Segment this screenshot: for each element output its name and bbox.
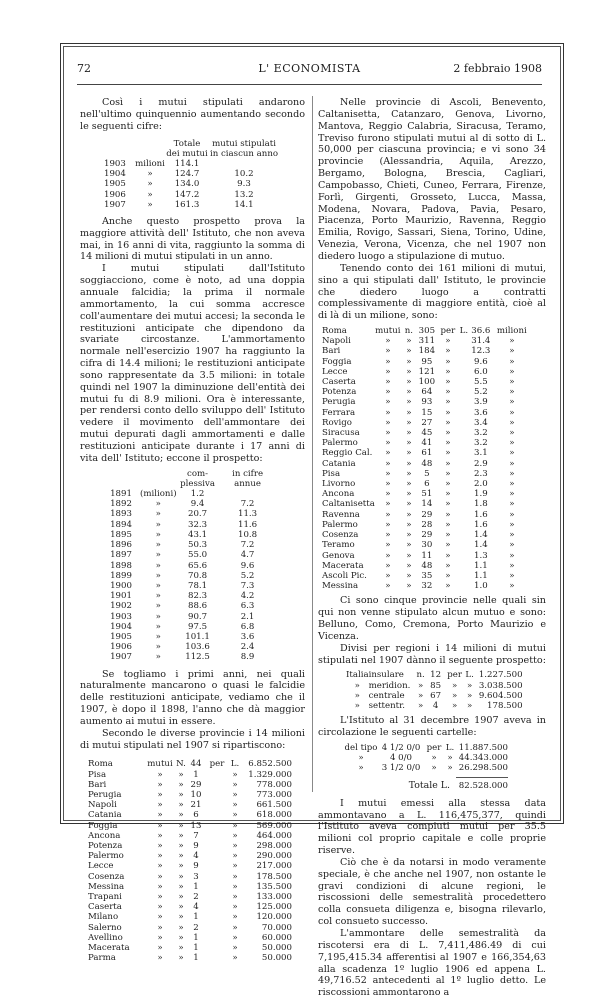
table-row: Siracusa » » 45 » 3.2 » bbox=[322, 428, 515, 439]
table-row: » settentr. » 4 » » 178.500 bbox=[354, 700, 523, 711]
paragraph: I mutui emessi alla stessa data ammontavano a L. 116,475,377, quindi l'Istituto aveva compiuti mutui per 35.5 milioni col proprio capitale e colle proprie riserve. bbox=[318, 797, 546, 857]
paragraph: Nelle provincie di Ascoli, Benevento, Caltanisetta, Catanzaro, Genova, Livorno, Mantova, Reggio Calabria, Siracusa, Teramo, Treviso furono stipulati mutui al di sotto di L. 50,000 per ciascuna provincia; e vi sono 34 provincie (Alessandria, Aquila, Arezzo, Bergamo, Bologna, Brescia, Cagliari, Campobasso, Chieti, Cuneo, Ferrara, Firenze, Forlì, Girgenti, Grosseto, Lucca, Massa, Modena, Novara, Padova, Pavia, Pesaro, Piacenza, Porto Maurizio, Ravenna, Reggio Emilia, Rovigo, Sassari, Siena, Torino, Udine, Venezia, Verona, Vicenza, che nel 1907 non diedero luogo a stipulazione di mutuo. bbox=[318, 97, 546, 262]
table-provinces-1907 bbox=[88, 759, 292, 963]
paragraph: Ci sono cinque provincie nelle quali sin qui non venne stipulato alcun mutuo e sono: Belluno, Como, Cremona, Porto Maurizio e Vicenza. bbox=[318, 595, 546, 642]
table-row: Bari » » 184 » 12.3 » bbox=[322, 346, 515, 357]
issue-date: 2 febbraio 1908 bbox=[453, 62, 542, 75]
table-row: Cosenza » » 29 » 1.4 » bbox=[322, 530, 515, 541]
table-row: Caserta » » 100 » 5.5 » bbox=[322, 377, 515, 388]
table-row: Lecce » » 9 » 217.000 bbox=[88, 861, 292, 872]
table-row: Livorno » » 6 » 2.0 » bbox=[322, 479, 515, 490]
table-row: Trapani » » 2 » 133.000 bbox=[88, 892, 292, 903]
table-row: 1905 » 134.0 9.3 bbox=[104, 179, 251, 190]
table-row: Pisa » » 1 » 1.329.000 bbox=[88, 769, 292, 780]
table-row: Bari » » 29 » 778.000 bbox=[88, 779, 292, 790]
table-row: Napoli » » 21 » 661.500 bbox=[88, 800, 292, 811]
table-row: 1902 » 88.6 6.3 bbox=[110, 601, 255, 612]
table-row: Macerata » » 1 » 50.000 bbox=[88, 943, 292, 954]
table-row: Messina » » 32 » 1.0 » bbox=[322, 581, 515, 592]
table-row: 1895 » 43.1 10.8 bbox=[110, 529, 258, 540]
table-yearly-totals bbox=[104, 139, 280, 210]
table-row: 1905 » 101.1 3.6 bbox=[110, 631, 255, 642]
table-row: Ancona » » 7 » 464.000 bbox=[88, 830, 292, 841]
table-row: 1903 milioni 114.1 bbox=[104, 158, 200, 169]
table-row: 1907 » 161.3 14.1 bbox=[104, 199, 254, 210]
paragraph: Così i mutui stipulati andarono nell'ultimo quinquennio aumentando secondo le seguenti cifre: bbox=[80, 97, 305, 132]
table-row: Salerno » » 2 » 70.000 bbox=[88, 922, 292, 933]
table-header-row: Totale mutui stipulati bbox=[173, 138, 276, 149]
table-row: Rovigo » » 27 » 3.4 » bbox=[322, 417, 515, 428]
column-divider bbox=[312, 96, 313, 792]
table-row: 1904 » 124.7 10.2 bbox=[104, 169, 254, 180]
table-row: 1907 » 112.5 8.9 bbox=[110, 652, 255, 663]
table-row: 1906 » 147.2 13.2 bbox=[104, 189, 254, 200]
table-row: Palermo » » 41 » 3.2 » bbox=[322, 438, 515, 449]
table-row: Potenza » » 9 » 298.000 bbox=[88, 841, 292, 852]
table-row: Ascoli Pic. » » 35 » 1.1 » bbox=[322, 570, 515, 581]
table-header-row: dei mutui in ciascun anno bbox=[166, 148, 279, 159]
table-bonds bbox=[344, 743, 508, 792]
table-row: 1891 (milioni) 1.2 bbox=[110, 489, 205, 500]
table-row: Ravenna » » 29 » 1.6 » bbox=[322, 509, 515, 520]
table-row: Caltanisetta » » 14 » 1.8 » bbox=[322, 499, 515, 510]
table-row: Avellino » » 1 » 60.000 bbox=[88, 932, 292, 943]
paragraph: L'Istituto al 31 decembre 1907 aveva in circolazione le seguenti cartelle: bbox=[318, 715, 546, 739]
table-row: Palermo » » 28 » 1.6 » bbox=[322, 519, 515, 530]
paragraph: L'ammontare delle semestralità da riscotersi era di L. 7,411,486.49 di cui 7,195,415.34 afferentisi al 1907 e 166,354,63 alla scadenza 1º luglio 1906 ed appena L. 49,716.52 antecedenti al 1º luglio detto. Le riscossioni ammontarono a bbox=[318, 927, 546, 999]
left-column bbox=[80, 97, 305, 964]
paragraph: Divisi per regioni i 14 milioni di mutui stipulati nel 1907 dànno il seguente prospetto: bbox=[318, 642, 546, 666]
page-number: 72 bbox=[77, 62, 91, 75]
table-row: 1893 » 20.7 11.3 bbox=[110, 509, 258, 520]
table-row: Genova » » 11 » 1.3 » bbox=[322, 550, 515, 561]
table-row: Teramo » » 30 » 1.4 » bbox=[322, 540, 515, 551]
table-row: Roma mutui n. 305 per L. 36.6 milioni bbox=[322, 326, 527, 337]
table-row: Messina » » 1 » 135.500 bbox=[88, 881, 292, 892]
header-rule bbox=[77, 84, 542, 85]
table-row: » meridion. » 85 » » 3.038.500 bbox=[354, 680, 523, 691]
table-row: Lecce » » 121 » 6.0 » bbox=[322, 366, 515, 377]
table-header-row: com- in cifre bbox=[187, 468, 264, 479]
table-row: Catania » » 6 » 618.000 bbox=[88, 810, 292, 821]
table-row: 1894 » 32.3 11.6 bbox=[110, 519, 258, 530]
running-header bbox=[77, 62, 542, 78]
paragraph: Secondo le diverse provincie i 14 milioni di mutui stipulati nel 1907 si ripartiscono: bbox=[80, 727, 305, 751]
table-row: Foggia » » 95 » 9.6 » bbox=[322, 356, 515, 367]
table-row: Potenza » » 64 » 5.2 » bbox=[322, 387, 515, 398]
table-provinces-cumulative bbox=[322, 326, 531, 591]
paragraph: Se togliamo i primi anni, nei quali naturalmente mancarono o quasi le falcidie delle restituzioni anticipate, vediamo che il 1907, è dopo il 1898, l'anno che dà maggior aumento ai mutui in essere. bbox=[80, 668, 305, 727]
table-row: Parma » » 1 » 50.000 bbox=[88, 953, 292, 964]
table-row: 1900 » 78.1 7.3 bbox=[110, 580, 255, 591]
journal-title: L' ECONOMISTA bbox=[258, 62, 361, 75]
table-row: » 3 1/2 0/0 » » 26.298.500 bbox=[358, 763, 508, 774]
table-regions bbox=[346, 670, 523, 711]
table-row: Milano » » 1 » 120.000 bbox=[88, 912, 292, 923]
paragraph: Tenendo conto dei 161 milioni di mutui, sino a qui stipulati dall' Istituto, le provincie che diedero luogo a contratti complessivamente di maggiore entità, cioè al di là di un milione, sono: bbox=[318, 262, 546, 322]
table-header-row: plessiva annue bbox=[180, 478, 261, 489]
table-row: 1899 » 70.8 5.2 bbox=[110, 570, 255, 581]
table-row: Ancona » » 51 » 1.9 » bbox=[322, 489, 515, 500]
table-row: 1904 » 97.5 6.8 bbox=[110, 621, 255, 632]
table-cumulative bbox=[102, 469, 277, 663]
right-column bbox=[318, 97, 546, 999]
table-row: Caserta » » 4 » 125.000 bbox=[88, 902, 292, 913]
total-row: Totale L. 82.528.000 bbox=[408, 780, 508, 792]
table-row: Italia insulare n. 12 per L. 1.227.500 bbox=[346, 670, 523, 681]
table-row: Perugia » » 93 » 3.9 » bbox=[322, 397, 515, 408]
table-row: Napoli » » 311 » 31.4 » bbox=[322, 336, 515, 347]
table-row: 1906 » 103.6 2.4 bbox=[110, 642, 255, 653]
table-row: » centrale » 67 » » 9.604.500 bbox=[354, 690, 523, 701]
paragraph: I mutui stipulati dall'Istituto soggiacciono, come è noto, ad una doppia annuale falcidia; la prima il normale ammortamento, la cui somma accresce coll'aumentare dei mutui accesi; la seconda le restituzioni anticipate che dipendono da svariate circostanze. L'ammortamento normale nell'esercizio 1907 ha raggiunto la cifra di 14.4 milioni; le restituzioni anticipate sono rappresentate da 3.5 milioni: in totale quindi nel 1907 la diminuzione dell'entità dei mutui fu di 8.9 milioni. Ora è interessante, per rendersi conto dello sviluppo dell' Istituto vedere il movimento dell'ammontare dei mutui depurati dagli ammortamenti e dalle restituzioni anticipate durante i 17 anni di vita dell' Istituto; eccone il prospetto: bbox=[80, 263, 305, 464]
table-row: Cosenza » » 3 » 178.500 bbox=[88, 871, 292, 882]
table-row: Ferrara » » 15 » 3.6 » bbox=[322, 407, 515, 418]
table-row: Catania » » 48 » 2.9 » bbox=[322, 458, 515, 469]
table-row: Roma mutui N. 44 per L. 6.852.500 bbox=[88, 759, 292, 770]
table-row: Macerata » » 48 » 1.1 » bbox=[322, 560, 515, 571]
table-row: 1903 » 90.7 2.1 bbox=[110, 611, 255, 622]
table-row: Palermo » » 4 » 290.000 bbox=[88, 851, 292, 862]
table-row: Foggia » » 13 » 569.000 bbox=[88, 820, 292, 831]
paragraph: Ciò che è da notarsi in modo veramente speciale, è che anche nel 1907, non ostante le gravi condizioni di alcune regioni, le riscossioni delle semestralità procedettero colla consueta diligenza e, bisogna rilevarlo, col consueto successo. bbox=[318, 856, 546, 928]
table-row: Perugia » » 10 » 773.000 bbox=[88, 790, 292, 801]
paragraph: Anche questo prospetto prova la maggiore attività dell' Istituto, che non aveva mai, in 16 anni di vita, raggiunto la somma di 14 milioni di mutui stipulati in un anno. bbox=[80, 215, 305, 263]
table-row: 1898 » 65.6 9.6 bbox=[110, 560, 255, 571]
table-row: 1897 » 55.0 4.7 bbox=[110, 550, 255, 561]
table-row: 1896 » 50.3 7.2 bbox=[110, 540, 255, 551]
table-row: Reggio Cal. » » 61 » 3.1 » bbox=[322, 448, 515, 459]
table-row: 1892 » 9.4 7.2 bbox=[110, 499, 255, 510]
table-row: del tipo 4 1/2 0/0 per L. 11.887.500 bbox=[344, 742, 508, 753]
table-row: » 4 0/0 » » 44.343.000 bbox=[358, 753, 508, 764]
table-row: Pisa » » 5 » 2.3 » bbox=[322, 468, 515, 479]
table-row: 1901 » 82.3 4.2 bbox=[110, 591, 255, 602]
